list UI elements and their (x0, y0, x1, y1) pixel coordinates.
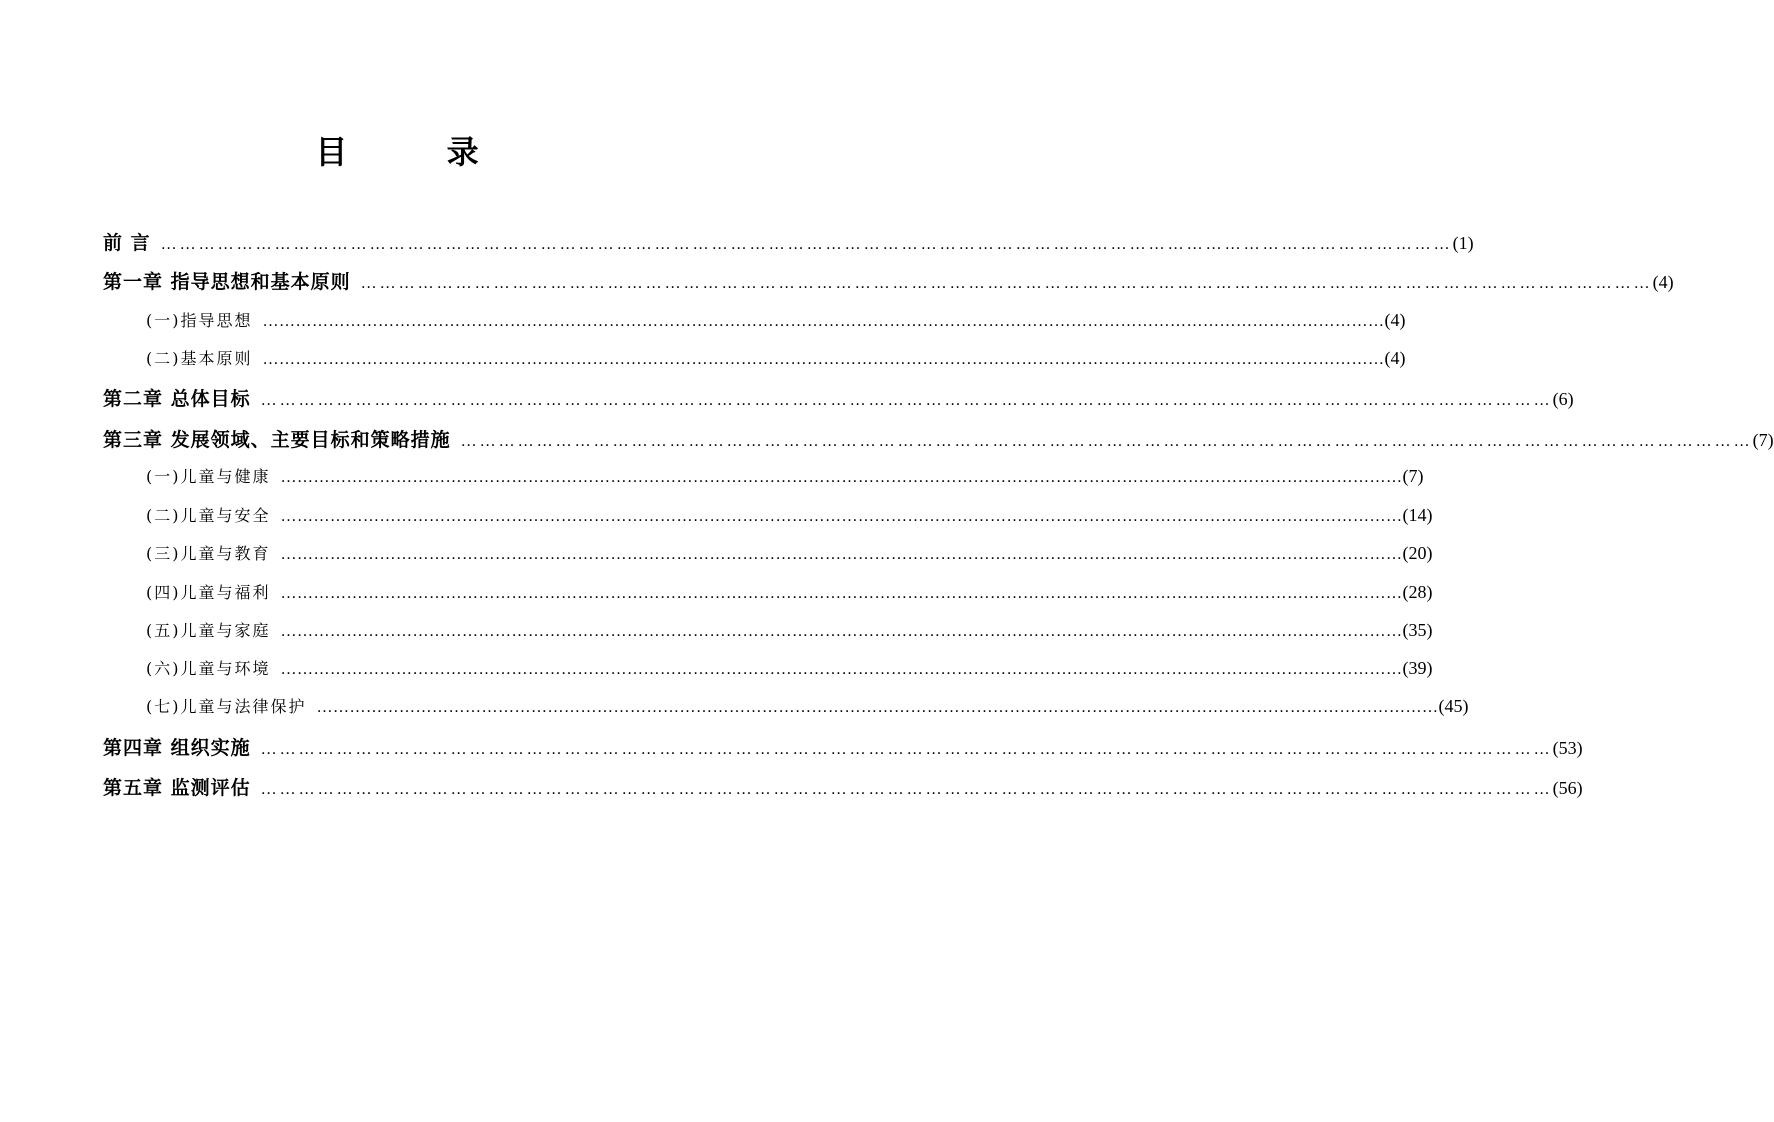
toc-entry-page-number: (14) (1402, 505, 1433, 525)
toc-entry[interactable] (146, 503, 1433, 526)
toc-entry-page-number: (35) (1402, 620, 1433, 640)
toc-entry-label: (一)儿童与健康 (146, 467, 271, 486)
toc-entry-page-number: (28) (1402, 582, 1433, 602)
dot-leader: …………………………………………………………………………………………………………………………………………………………………………………… (280, 546, 1403, 563)
dot-leader: …………………………………………………………………………………………………………………………………………………………………………………… (280, 469, 1403, 486)
toc-entry[interactable] (103, 425, 1774, 452)
toc-entry-label: (一)指导思想 (146, 311, 253, 330)
dot-leader: …………………………………………………………………………………………………………………………………………………………………………………… (316, 699, 1439, 716)
toc-entry-page-number: (1) (1452, 233, 1474, 253)
toc-entry-page-number: (6) (1552, 389, 1574, 409)
toc-entry[interactable] (103, 384, 1574, 411)
toc-entry-label: (二)儿童与安全 (146, 506, 271, 525)
toc-entry[interactable] (103, 773, 1583, 800)
toc-entry-label: 第四章 组织实施 (103, 737, 251, 759)
toc-entry-label: (五)儿童与家庭 (146, 621, 271, 640)
dot-leader: …………………………………………………………………………………………………………………………………………………………………………………… (280, 661, 1403, 678)
toc-entry[interactable] (103, 733, 1583, 760)
toc-entry-page-number: (4) (1384, 348, 1406, 368)
toc-entry[interactable] (146, 694, 1469, 717)
toc-entry-page-number: (7) (1402, 466, 1424, 486)
dot-leader: …………………………………………………………………………………………………………………………………………………………………………………… (360, 275, 1653, 292)
toc-entry-label: 前 言 (103, 232, 151, 254)
dot-leader: …………………………………………………………………………………………………………………………………………………………………………………… (280, 508, 1403, 525)
dot-leader: …………………………………………………………………………………………………………………………………………………………………………………… (280, 585, 1403, 602)
toc-entry-label: 第二章 总体目标 (103, 388, 251, 410)
toc-entry-label: (七)儿童与法律保护 (146, 697, 307, 716)
toc-entry[interactable] (103, 267, 1674, 294)
toc-entry-label: 第五章 监测评估 (103, 777, 251, 799)
toc-entry-page-number: (39) (1402, 658, 1433, 678)
dot-leader: …………………………………………………………………………………………………………………………………………………………………………………… (260, 741, 1553, 758)
toc-entry-label: (四)儿童与福利 (146, 583, 271, 602)
toc-entry-label: (三)儿童与教育 (146, 544, 271, 563)
dot-leader: …………………………………………………………………………………………………………………………………………………………………………………… (160, 236, 1453, 253)
page-title: 目 录 (315, 133, 523, 171)
dot-leader: …………………………………………………………………………………………………………………………………………………………………………………… (260, 781, 1553, 798)
toc-entry-page-number: (53) (1552, 738, 1583, 758)
toc-entry-label: (六)儿童与环境 (146, 659, 271, 678)
toc-entry[interactable] (146, 346, 1406, 369)
toc-entry-page-number: (7) (1752, 430, 1774, 450)
toc-entry[interactable] (146, 541, 1433, 564)
toc-entry[interactable] (146, 580, 1433, 603)
dot-leader: …………………………………………………………………………………………………………………………………………………………………………………… (262, 351, 1385, 368)
toc-entry-page-number: (45) (1438, 696, 1469, 716)
toc-entry-label: 第一章 指导思想和基本原则 (103, 271, 351, 293)
toc-entry-page-number: (4) (1384, 310, 1406, 330)
toc-entry[interactable] (146, 618, 1433, 641)
toc-entry[interactable] (146, 308, 1406, 331)
toc-entry[interactable] (146, 656, 1433, 679)
dot-leader: …………………………………………………………………………………………………………………………………………………………………………………… (280, 623, 1403, 640)
toc-entry-page-number: (4) (1652, 272, 1674, 292)
dot-leader: …………………………………………………………………………………………………………………………………………………………………………………… (262, 313, 1385, 330)
dot-leader: …………………………………………………………………………………………………………………………………………………………………………………… (260, 392, 1553, 409)
dot-leader: …………………………………………………………………………………………………………………………………………………………………………………… (460, 433, 1753, 450)
toc-entry-label: (二)基本原则 (146, 349, 253, 368)
toc-entry-label: 第三章 发展领域、主要目标和策略措施 (103, 429, 451, 451)
toc-entry-page-number: (56) (1552, 778, 1583, 798)
toc-entry[interactable] (146, 464, 1424, 487)
toc-entry-page-number: (20) (1402, 543, 1433, 563)
toc-entry[interactable] (103, 228, 1474, 255)
